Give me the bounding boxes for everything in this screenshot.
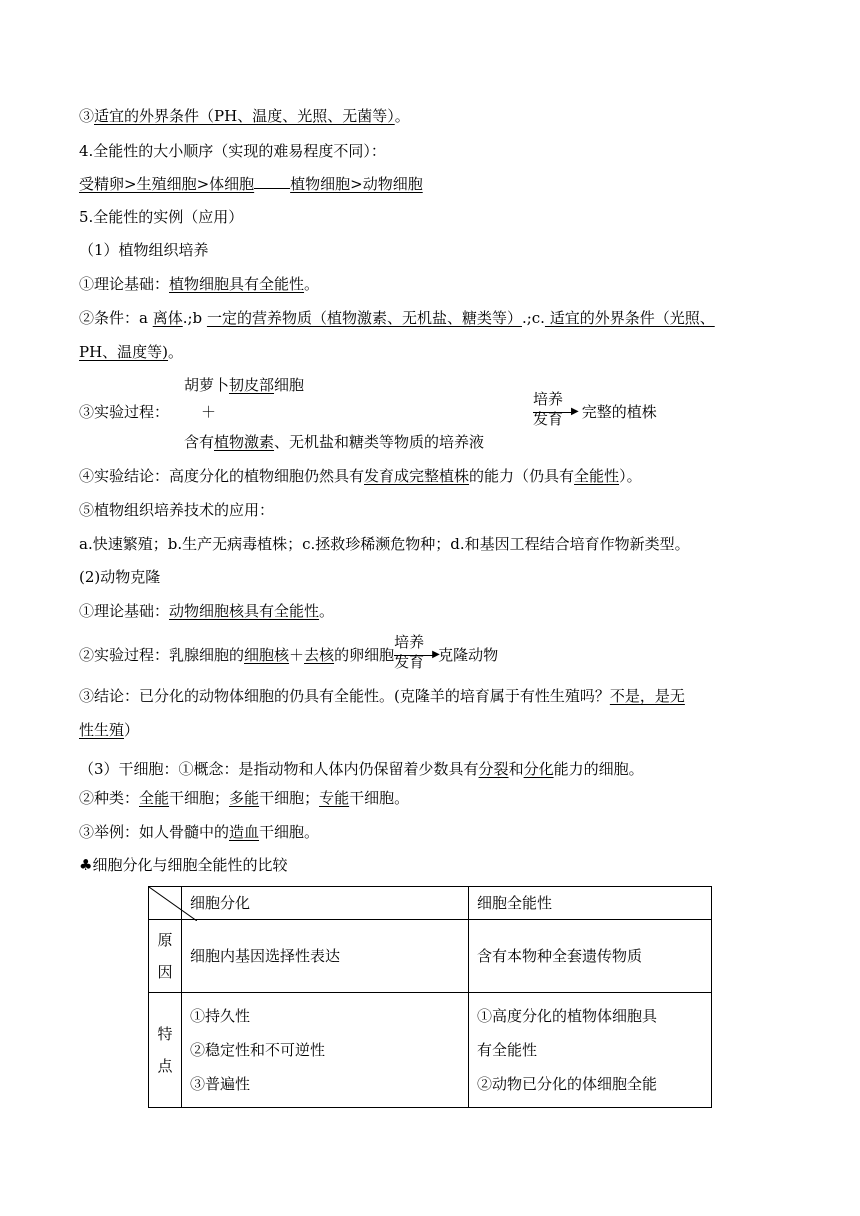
list-item: ①高度分化的植物体细胞具 bbox=[477, 1007, 658, 1025]
line-8: PH、温度等)。 bbox=[79, 343, 184, 361]
exp-arrow-group: 培养 ▶ 发育 完整的植株 bbox=[533, 390, 657, 428]
line-1: ③适宜的外界条件（PH、温度、光照、无菌等）。 bbox=[79, 107, 410, 125]
line-19: ②种类：全能干细胞；多能干细胞；专能干细胞。 bbox=[79, 789, 410, 807]
line-12: a.快速繁殖；b.生产无病毒植株；c.拯救珍稀濒危物种；d.和基因工程结合培育作物新类型。 bbox=[79, 535, 690, 553]
list-item: ②动物已分化的体细胞全能 bbox=[477, 1075, 658, 1093]
line-17: 性生殖） bbox=[79, 721, 140, 739]
row-label-cause: 原因 bbox=[149, 920, 182, 993]
table-row bbox=[149, 993, 712, 1108]
line-10: ④实验结论：高度分化的植物细胞仍然具有发育成完整植株的能力（仍具有全能性）。 bbox=[79, 467, 642, 485]
line-11: ⑤植物组织培养技术的应用： bbox=[79, 501, 275, 519]
list-item: ③普遍性 bbox=[190, 1075, 251, 1093]
table-header-row bbox=[149, 887, 712, 920]
line-15: ②实验过程：乳腺细胞的细胞核＋去核的卵细胞 培养 ▶ 发育 克隆动物 bbox=[79, 633, 499, 671]
line-14: ①理论基础：动物细胞核具有全能性。 bbox=[79, 602, 335, 620]
cell-feature-total bbox=[469, 993, 712, 1108]
cell-feature-diff bbox=[182, 993, 469, 1108]
diagonal-cell bbox=[149, 887, 182, 920]
table-row bbox=[149, 920, 712, 993]
line-18: （3）干细胞：①概念：是指动物和人体内仍保留着少数具有分裂和分化能力的细胞。 bbox=[79, 760, 644, 778]
list-item: 有全能性 bbox=[477, 1041, 538, 1059]
line-4: 5.全能性的实例（应用） bbox=[79, 208, 244, 226]
exp-bottom: 含有植物激素、无机盐和糖类等物质的培养液 bbox=[184, 433, 485, 451]
cell-cause-total: 含有本物种全套遗传物质 bbox=[469, 920, 712, 993]
line-3: 受精卵>生殖细胞>体细胞 植物细胞>动物细胞 bbox=[79, 175, 423, 193]
list-item: ②稳定性和不可逆性 bbox=[190, 1041, 326, 1059]
line-20: ③举例：如人骨髓中的造血干细胞。 bbox=[79, 823, 320, 841]
line-5: （1）植物组织培养 bbox=[79, 241, 209, 259]
arrow-icon: 培养 ▶ 发育 bbox=[394, 633, 440, 671]
exp-plus: ＋ bbox=[201, 403, 217, 421]
row-label-feature: 特点 bbox=[149, 993, 182, 1108]
comparison-table bbox=[148, 886, 712, 1108]
exp-top: 胡萝卜韧皮部细胞 bbox=[184, 376, 305, 394]
line-6: ①理论基础：植物细胞具有全能性。 bbox=[79, 275, 320, 293]
exp-label: ③实验过程： bbox=[79, 403, 170, 421]
line-13: (2)动物克隆 bbox=[79, 568, 161, 586]
line-21: ♣细胞分化与细胞全能性的比较 bbox=[79, 856, 288, 874]
list-item: ①持久性 bbox=[190, 1007, 251, 1025]
diagonal-line-icon bbox=[149, 887, 197, 921]
header-col1: 细胞分化 bbox=[182, 887, 469, 920]
line-7: ②条件：a 离体.;b 一定的营养物质（植物激素、无机盐、糖类等）.;c. 适宜的外界条件（光照、 bbox=[79, 309, 715, 327]
arrow-icon: 培养 ▶ 发育 bbox=[533, 390, 579, 428]
header-col2: 细胞全能性 bbox=[469, 887, 712, 920]
line-16: ③结论：已分化的动物体细胞的仍具有全能性。(克隆羊的培育属于有性生殖吗？不是，是无 bbox=[79, 687, 685, 705]
line-2: 4.全能性的大小顺序（实现的难易程度不同）： bbox=[79, 142, 386, 160]
cell-cause-diff: 细胞内基因选择性表达 bbox=[182, 920, 469, 993]
